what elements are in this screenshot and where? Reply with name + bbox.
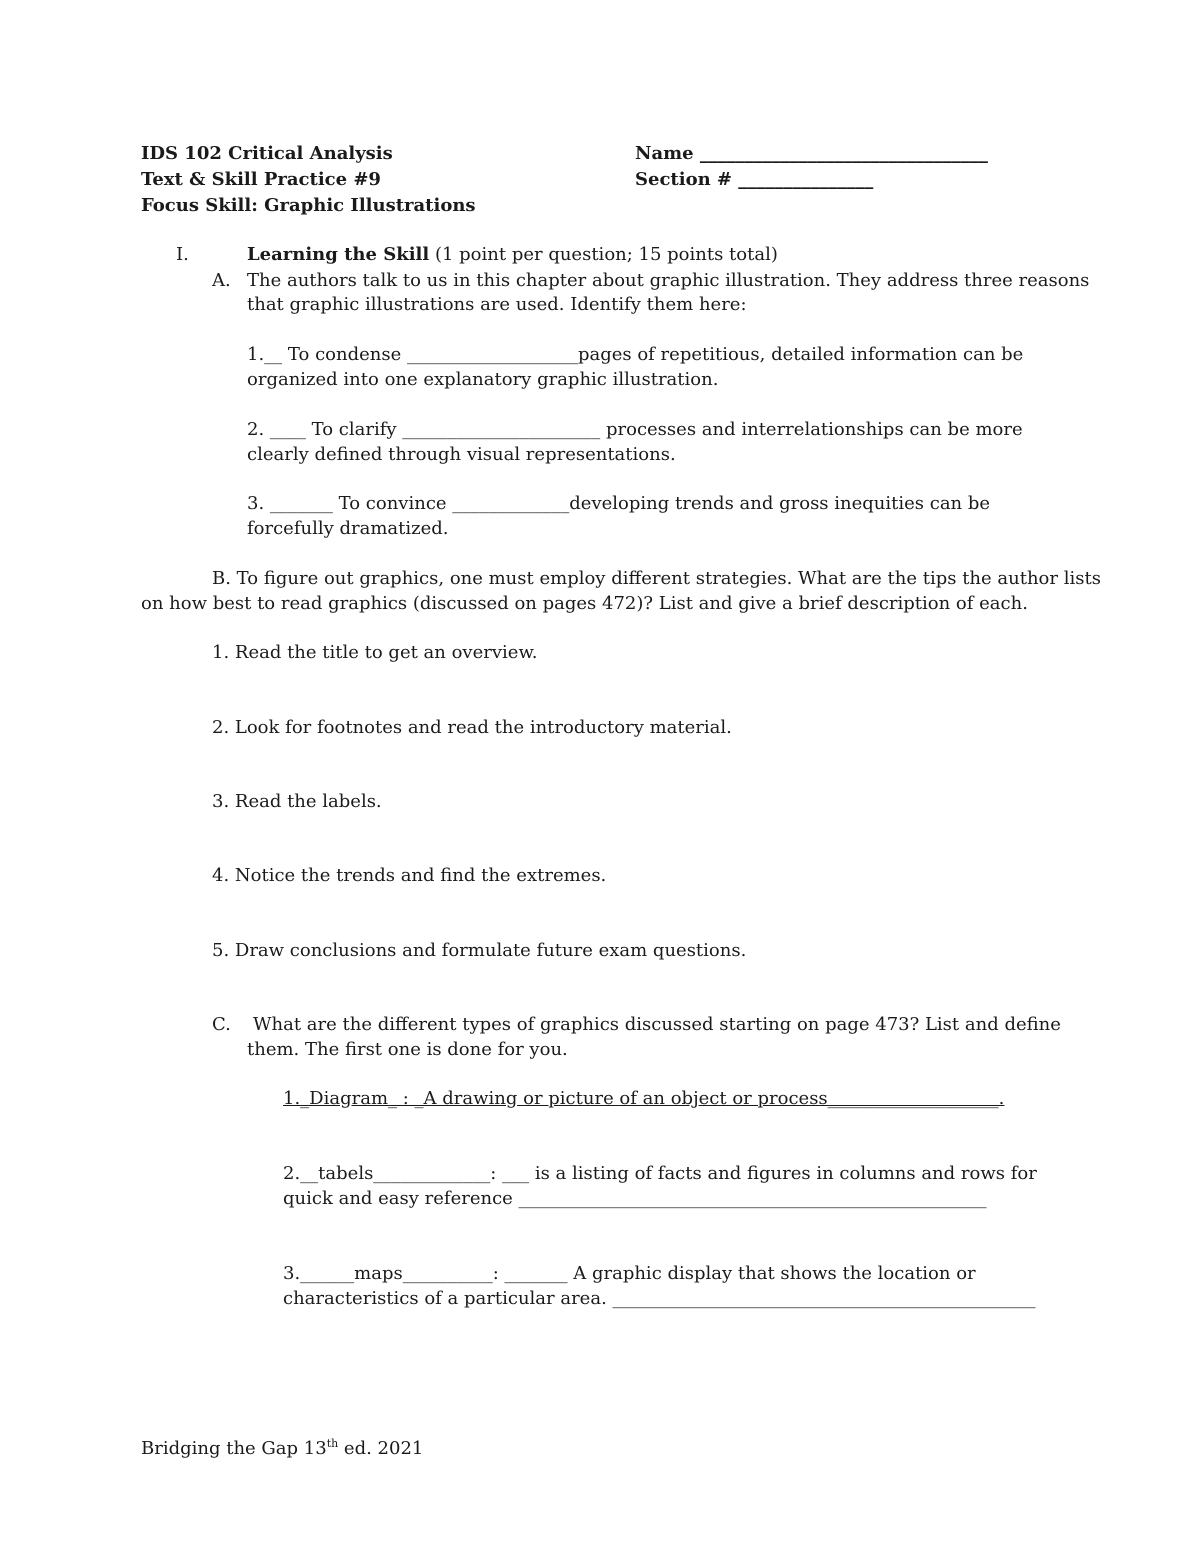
- footer-edition: ed. 2021: [338, 1438, 424, 1459]
- part-a-answer-3-line1[interactable]: 3. _______ To convince _____________developing trends and gross inequities can be: [247, 493, 991, 514]
- tip-item-2: 2. Look for footnotes and read the introductory material.: [212, 717, 732, 738]
- part-a-answer-2-line1[interactable]: 2. ____ To clarify ______________________ processes and interrelationships can be more: [247, 419, 1023, 440]
- tip-item-3: 3. Read the labels.: [212, 791, 382, 812]
- part-a-answer-1-line1[interactable]: 1.__ To condense ___________________pages of repetitious, detailed information can be: [247, 344, 1024, 365]
- footer-superscript: th: [326, 1437, 339, 1450]
- part-b-prompt-line2: on how best to read graphics (discussed on pages 472)? List and give a brief description of each.: [141, 593, 1028, 614]
- part-c-letter: C.: [212, 1014, 231, 1035]
- part-c-answer-3-line1[interactable]: 3.______maps__________: _______ A graphic display that shows the location or: [283, 1263, 976, 1284]
- part-a-letter: A.: [212, 270, 231, 291]
- part-c-answer-3-line2[interactable]: characteristics of a particular area. _______________________________________________: [283, 1288, 1036, 1309]
- part-a-answer-3-line2: forcefully dramatized.: [247, 518, 449, 539]
- tip-item-4: 4. Notice the trends and find the extremes.: [212, 865, 607, 886]
- part-c-prompt-line2: them. The first one is done for you.: [247, 1039, 568, 1060]
- section-numeral: I.: [176, 244, 189, 265]
- tip-item-5: 5. Draw conclusions and formulate future exam questions.: [212, 940, 747, 961]
- part-c-answer-2-line1[interactable]: 2.__tabels_____________: ___ is a listing of facts and figures in columns and rows for: [283, 1163, 1037, 1184]
- footer-citation: [141, 1437, 423, 1461]
- course-title: IDS 102 Critical Analysis: [141, 143, 393, 164]
- part-a-answer-2-line2: clearly defined through visual representations.: [247, 444, 676, 465]
- footer-text: Bridging the Gap 13: [141, 1438, 327, 1459]
- part-c-example: 1._Diagram_ : _A drawing or picture of an object or process___________________.: [283, 1088, 1005, 1109]
- part-c-answer-2-line2[interactable]: quick and easy reference ____________________________________________________: [283, 1188, 987, 1209]
- part-a-answer-1-line2: organized into one explanatory graphic illustration.: [247, 369, 719, 390]
- name-field[interactable]: Name ________________________________: [635, 143, 988, 164]
- practice-title: Text & Skill Practice #9: [141, 169, 381, 190]
- part-a-prompt-line2: that graphic illustrations are used. Identify them here:: [247, 294, 747, 315]
- section-field[interactable]: Section # _______________: [635, 169, 874, 190]
- section-points: (1 point per question; 15 points total): [429, 244, 778, 265]
- section-title: Learning the Skill: [247, 244, 430, 265]
- tip-item-1: 1. Read the title to get an overview.: [212, 642, 538, 663]
- section-heading: [247, 243, 778, 267]
- part-c-prompt-line1: What are the different types of graphics discussed starting on page 473? List and define: [253, 1014, 1061, 1035]
- part-a-prompt-line1: The authors talk to us in this chapter about graphic illustration. They address three reasons: [247, 270, 1090, 291]
- part-b-prompt-line1: B. To figure out graphics, one must employ different strategies. What are the tips the author lists: [212, 568, 1101, 589]
- focus-skill-title: Focus Skill: Graphic Illustrations: [141, 195, 476, 216]
